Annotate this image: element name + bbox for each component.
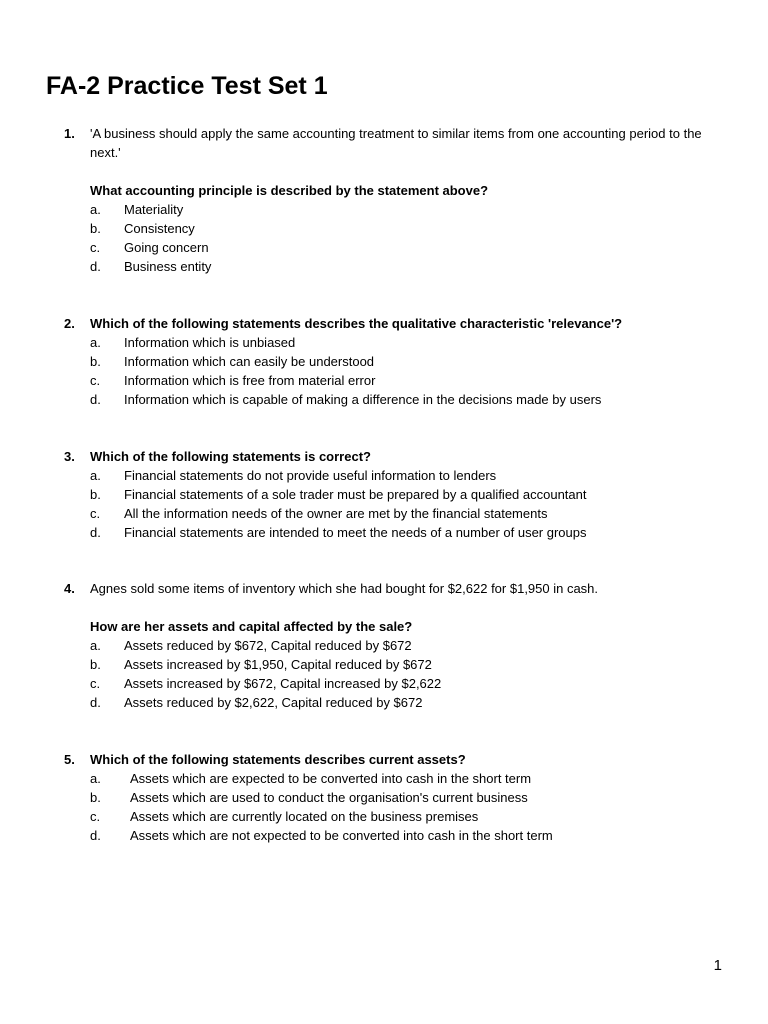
option-letter: c. (90, 676, 101, 691)
option-letter: d. (90, 392, 101, 407)
option-d (90, 257, 724, 276)
option-letter: a. (90, 202, 101, 217)
option-d (90, 826, 724, 845)
question-subquestion: What accounting principle is described by the statement above? (90, 183, 489, 198)
option-text: Information which is unbiased (124, 335, 296, 350)
option-text: Assets which are used to conduct the organisation's current business (130, 790, 528, 805)
answer-options (90, 636, 724, 712)
option-text: Financial statements of a sole trader must be prepared by a qualified accountant (124, 487, 587, 502)
option-text: Assets reduced by $672, Capital reduced by $672 (124, 638, 412, 653)
question-3 (64, 447, 724, 542)
question-1 (64, 124, 724, 276)
option-d (90, 390, 724, 409)
option-text: Assets which are not expected to be converted into cash in the short term (130, 828, 553, 843)
option-c (90, 807, 724, 826)
option-text: Information which is capable of making a difference in the decisions made by users (124, 392, 602, 407)
option-letter: d. (90, 695, 101, 710)
option-b (90, 219, 724, 238)
question-text: 'A business should apply the same accounting treatment to similar items from one accounting period to the next.' (90, 126, 702, 160)
option-b (90, 485, 724, 504)
option-letter: b. (90, 354, 101, 369)
answer-options (90, 200, 724, 276)
option-letter: c. (90, 240, 101, 255)
answer-options (90, 769, 724, 845)
option-text: Materiality (124, 202, 184, 217)
option-text: Assets which are expected to be converted into cash in the short term (130, 771, 532, 786)
option-d (90, 693, 724, 712)
option-a (90, 200, 724, 219)
option-d (90, 523, 724, 542)
answer-options (90, 333, 724, 409)
question-number: 3. (64, 449, 75, 464)
option-text: Assets reduced by $2,622, Capital reduced by $672 (124, 695, 423, 710)
option-a (90, 333, 724, 352)
question-number: 4. (64, 581, 75, 596)
option-text: Business entity (124, 259, 212, 274)
option-text: Consistency (124, 221, 195, 236)
option-text: All the information needs of the owner are met by the financial statements (124, 506, 548, 521)
option-text: Financial statements are intended to meet the needs of a number of user groups (124, 525, 587, 540)
option-text: Information which is free from material error (124, 373, 376, 388)
option-letter: b. (90, 790, 101, 805)
option-c (90, 674, 724, 693)
answer-options (90, 466, 724, 542)
question-2 (64, 314, 724, 409)
option-letter: c. (90, 506, 101, 521)
question-subquestion: How are her assets and capital affected by the sale? (90, 619, 413, 634)
option-letter: a. (90, 638, 101, 653)
option-c (90, 238, 724, 257)
option-b (90, 352, 724, 371)
question-text: Agnes sold some items of inventory which she had bought for $2,622 for $1,950 in cash. (90, 581, 599, 596)
page-number: 1 (713, 957, 722, 974)
question-4 (64, 579, 724, 712)
option-letter: b. (90, 221, 101, 236)
option-text: Assets increased by $672, Capital increased by $2,622 (124, 676, 442, 691)
option-letter: d. (90, 828, 101, 843)
option-text: Going concern (124, 240, 209, 255)
question-text: Which of the following statements describes current assets? (90, 752, 466, 767)
question-5 (64, 750, 724, 845)
option-text: Assets which are currently located on the business premises (130, 809, 479, 824)
option-text: Financial statements do not provide useful information to lenders (124, 468, 497, 483)
option-letter: b. (90, 487, 101, 502)
option-letter: b. (90, 657, 101, 672)
option-letter: a. (90, 771, 101, 786)
option-text: Information which can easily be understood (124, 354, 375, 369)
option-a (90, 769, 724, 788)
question-number: 2. (64, 316, 75, 331)
option-c (90, 371, 724, 390)
option-letter: a. (90, 335, 101, 350)
question-text: Which of the following statements is correct? (90, 449, 371, 464)
option-a (90, 466, 724, 485)
question-number: 1. (64, 126, 75, 141)
option-text: Assets increased by $1,950, Capital reduced by $672 (124, 657, 432, 672)
option-letter: d. (90, 259, 101, 274)
option-letter: c. (90, 373, 101, 388)
option-b (90, 788, 724, 807)
option-letter: d. (90, 525, 101, 540)
question-text: Which of the following statements describes the qualitative characteristic 'relevance'? (90, 316, 623, 331)
option-letter: a. (90, 468, 101, 483)
option-b (90, 655, 724, 674)
option-letter: c. (90, 809, 101, 824)
option-c (90, 504, 724, 523)
option-a (90, 636, 724, 655)
page-title: FA-2 Practice Test Set 1 (46, 72, 328, 100)
question-number: 5. (64, 752, 75, 767)
